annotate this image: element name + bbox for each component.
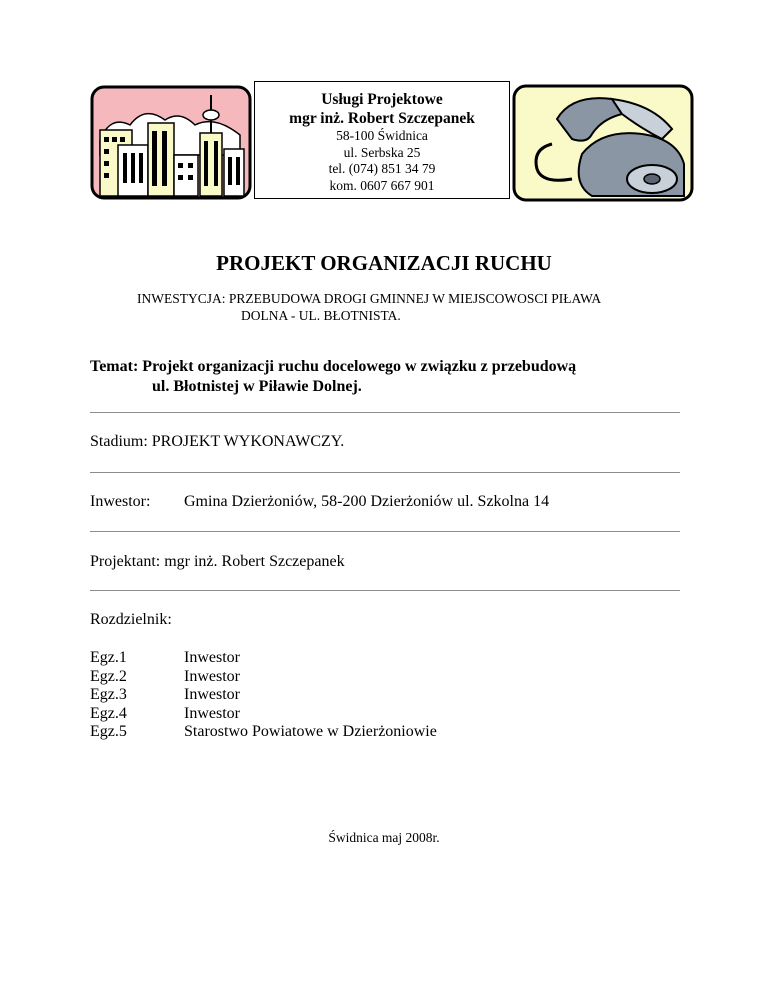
distribution-label: Rozdzielnik: <box>90 611 172 628</box>
telephone: tel. (074) 851 34 79 <box>328 161 436 176</box>
telephone-illustration <box>512 84 694 202</box>
recipient: Inwestor <box>184 686 240 704</box>
divider <box>90 590 680 591</box>
projektant-field: Projektant: mgr inż. Robert Szczepanek <box>90 553 345 570</box>
copy-number: Egz.5 <box>90 723 127 741</box>
copy-number: Egz.3 <box>90 686 127 704</box>
subject <box>90 357 690 397</box>
investment-line-2: DOLNA - UL. BŁOTNISTA. <box>241 308 401 323</box>
divider <box>90 531 680 532</box>
owner-name: mgr inż. Robert Szczepanek <box>289 110 475 127</box>
recipient: Starostwo Powiatowe w Dzierżoniowie <box>184 723 437 741</box>
list-item <box>90 686 437 705</box>
stadium-field: Stadium: PROJEKT WYKONAWCZY. <box>90 433 345 450</box>
postal-address: 58-100 Świdnica <box>336 128 428 143</box>
recipient: Inwestor <box>184 649 240 666</box>
recipient: Inwestor <box>184 704 240 722</box>
copy-number: Egz.4 <box>90 704 127 722</box>
inwestor-field <box>90 492 549 512</box>
distribution-list <box>90 649 437 742</box>
subject-line-1: Temat: Projekt organizacji ruchu docelowego w związku z przebudową <box>90 358 577 375</box>
divider <box>90 412 680 413</box>
inwestor-value: Gmina Dzierżoniów, 58-200 Dzierżoniów ul. Szkolna 14 <box>184 493 550 510</box>
place-and-date: Świdnica maj 2008r. <box>328 830 440 845</box>
list-item <box>90 705 437 724</box>
street-address: ul. Serbska 25 <box>343 144 421 160</box>
investment-line-1: INWESTYCJA: PRZEBUDOWA DROGI GMINNEJ W MIEJSCOWOSCI PIŁAWA <box>137 291 602 306</box>
company-header-box <box>254 81 510 199</box>
list-item <box>90 723 437 742</box>
recipient: Inwestor <box>184 667 240 685</box>
list-item <box>90 649 437 668</box>
copy-number: Egz.1 <box>90 649 127 666</box>
subject-line-2: ul. Błotnistej w Piławie Dolnej. <box>152 378 362 395</box>
mobile: kom. 0607 667 901 <box>329 177 435 193</box>
company-name: Usługi Projektowe <box>321 91 443 108</box>
inwestor-label: Inwestor: <box>90 493 151 510</box>
document-title: PROJEKT ORGANIZACJI RUCHU <box>216 251 552 275</box>
list-item <box>90 668 437 687</box>
city-skyline-illustration <box>90 85 252 200</box>
divider <box>90 472 680 473</box>
copy-number: Egz.2 <box>90 667 127 685</box>
